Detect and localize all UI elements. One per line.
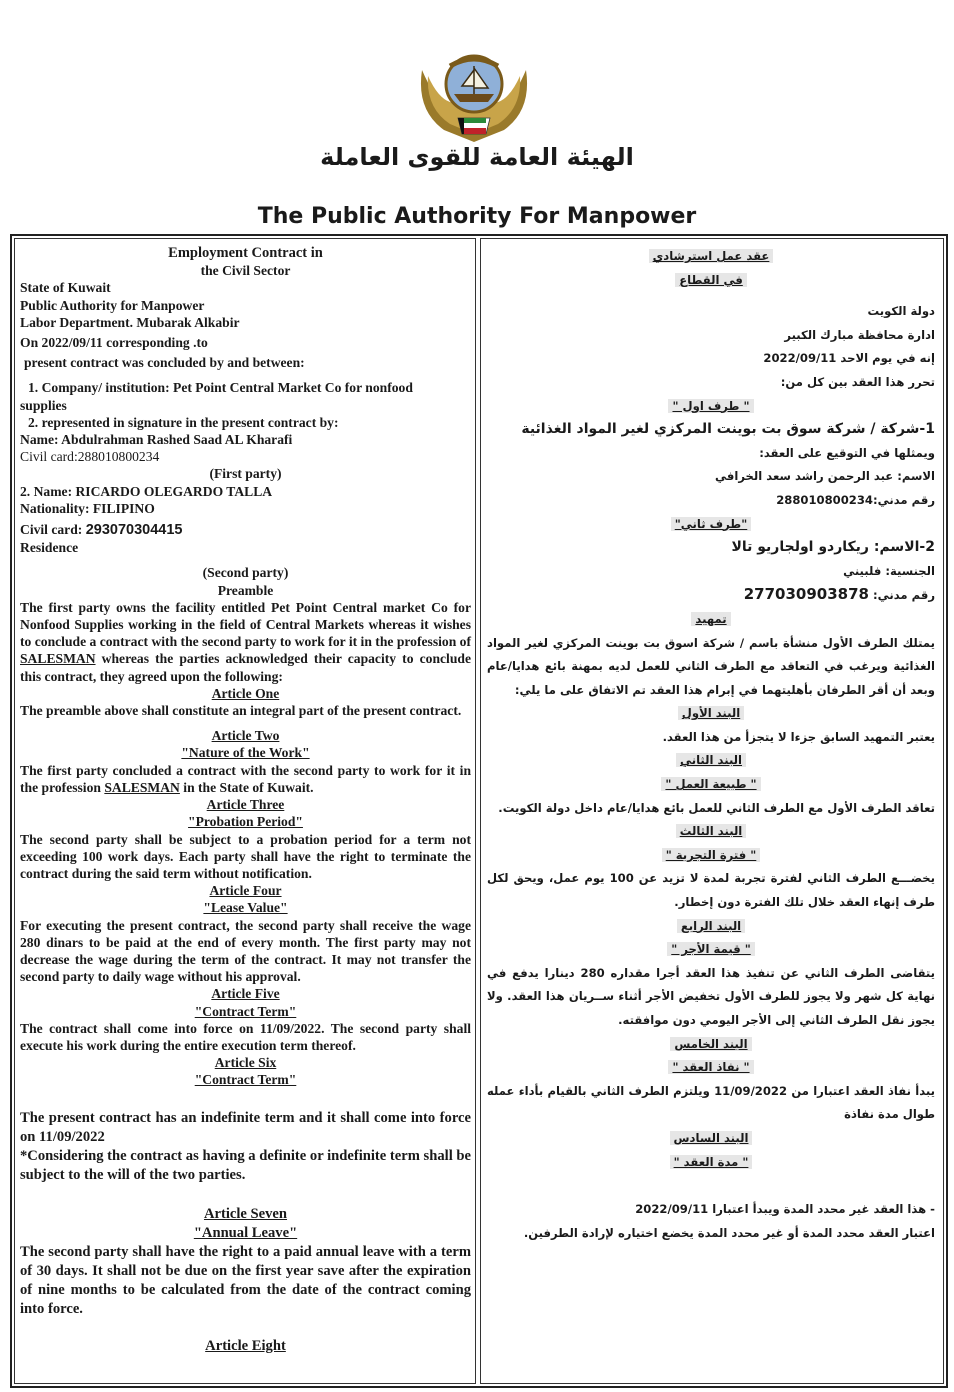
article-six-subtitle: "Contract Term"	[194, 1072, 297, 1088]
concluded-line: present contract was concluded by and between:	[24, 355, 305, 371]
article-seven-subtitle: "Annual Leave"	[193, 1224, 298, 1241]
company-line-cont: supplies	[20, 397, 67, 413]
ar-article-five-subtitle: " نفاذ العقد "	[487, 1056, 935, 1080]
first-party-label: (First party)	[209, 466, 282, 482]
article-one-title: Article One	[211, 685, 280, 701]
ar-company-line: 1-شركة / شركة سوق بت بوينت المركزي لغير المواد الغذائية	[521, 421, 935, 438]
ar-department-line: ادارة محافظة مبارك الكبير	[784, 327, 935, 342]
state-line: State of Kuwait	[20, 280, 111, 296]
on-date-line: On 2022/09/11 corresponding .to	[20, 335, 208, 351]
ar-civil-number: 277030903878	[743, 585, 869, 604]
english-authority-title: The Public Authority For Manpower	[257, 204, 697, 229]
represented-line: 2. represented in signature in the present contract by:	[28, 414, 339, 430]
article-five-title: Article Five	[211, 986, 280, 1002]
ar-article-four-text: يتقاضى الطرف الثاني عن تنفيذ هذا العقد أجرا مقداره 280 دينارا يدفع في نهاية كل شهر ولا يجوز للطرف الأول تخفيض الأجر أثناء ســريان هذا العقد. ولا يجوز نقل الطرف الثاني إلى الأجر اليومي دون موافقته.	[487, 965, 936, 1027]
article-two-text: The first party concluded a contract with the second party to work for it in the profession SALESMAN in the State of Kuwait.	[20, 762, 471, 795]
civil-card-label: Civil card:	[20, 522, 86, 538]
article-eight-title: Article Eight	[205, 1337, 286, 1354]
article-two-title: Article Two	[211, 728, 280, 744]
article-seven-title: Article Seven	[203, 1205, 288, 1222]
article-six-text: The present contract has an indefinite term and it shall come into force on 11/09/2022	[20, 1109, 471, 1145]
ar-first-party-label: " طرف اول "	[487, 395, 935, 419]
preamble-profession: SALESMAN	[20, 651, 96, 667]
article-two-profession: SALESMAN	[104, 779, 180, 795]
ar-preamble-text: يمتلك الطرف الأول منشأة باسم / شركة اسوق بت بوينت المركزي لغير المواد الغذائية ويرغب في التعاقد مع الطرف الثاني للعمل لديه بمهنة بائع هدايا/عام وبعد أن أقر الطرفان بأهليتهما في إبرام هذا العقد تم الاتفاق على ما يلي:	[487, 635, 935, 697]
ar-article-five-text: يبدأ نفاذ العقد اعتبارا من 11/09/2022 ويلتزم الطرف الثاني بالقيام بأداء عمله طوال مدة نفاذة	[487, 1083, 935, 1122]
ar-article-six-subtitle: " مدة العقد "	[487, 1151, 935, 1175]
ar-article-two-text: تعاقد الطرف الأول مع الطرف الثاني للعمل بائع هدايا/عام داخل دولة الكويت.	[498, 800, 935, 815]
ar-rep-civil: رقم مدني:288010800234	[776, 492, 935, 507]
ar-second-party-name: 2-الاسم: ريكاردو اولجاريو تالا	[731, 539, 935, 556]
article-three-text: The second party shall be subject to a probation period for a term not exceeding 100 work days. Each party shall have the right to terminate the contract during the said term without notification.	[20, 831, 471, 881]
ar-article-five-title: البند الخامس	[487, 1033, 935, 1057]
article-four-title: Article Four	[209, 883, 282, 899]
article-one-text: The preamble above shall constitute an integral part of the present contract.	[20, 703, 462, 719]
article-six-title: Article Six	[214, 1055, 277, 1071]
article-three-title: Article Three	[206, 797, 285, 813]
preamble-title: Preamble	[217, 582, 274, 598]
contract-title-line-2: the Civil Sector	[200, 263, 291, 279]
second-party-label: (Second party)	[202, 565, 289, 581]
ar-second-party-label: "طرف ثاني"	[487, 513, 935, 537]
article-two-subtitle: "Nature of the Work"	[181, 745, 310, 761]
representative-name: Name: Abdulrahman Rashed Saad AL Kharafi	[20, 432, 293, 448]
ar-rep-name: الاسم: عبد الرحمن راشد سعد الخرافي	[715, 469, 935, 484]
second-party-name: 2. Name: RICARDO OLEGARDO TALLA	[20, 483, 273, 499]
ar-civil-label: رقم مدني:	[868, 588, 935, 603]
arabic-column	[480, 238, 944, 1384]
ar-article-two-title: البند الثاني	[487, 749, 935, 773]
ar-state-line: دولة الكويت	[867, 304, 935, 319]
article-five-subtitle: "Contract Term"	[194, 1003, 297, 1019]
ar-article-six-note: اعتبار العقد محدد المدة أو غير محدد المدة يخضع اختياره لإرادة الطرفين.	[523, 1225, 935, 1240]
ar-article-three-text: يخضـــع الطرف الثاني لفترة تجربة لمدة لا تزيد عن 100 يوم عمل، ويحق لكل طرف إنهاء العقد خلال تلك الفترة دون إخطار.	[487, 871, 935, 910]
ar-article-one-text: يعتبر التمهيد السابق جزءا لا يتجزأ من هذا العقد.	[662, 729, 935, 744]
nationality-line: Nationality: FILIPINO	[20, 500, 155, 516]
company-line: 1. Company/ institution: Pet Point Central Market Co for nonfood	[28, 380, 413, 396]
article-five-text: The contract shall come into force on 11/09/2022. The second party shall execute his work during the entire execution term thereof.	[20, 1020, 471, 1053]
ar-article-six-text: - هذا العقد غير محدد المدة ويبدأ اعتبارا 2022/09/11	[635, 1202, 935, 1217]
ar-article-one-title: البند الأول	[487, 702, 935, 726]
ar-article-two-subtitle: " طبيعة العمل "	[487, 773, 935, 797]
contract-title-line-1: Employment Contract in	[168, 245, 323, 261]
ar-represented-line: ويمثلها في التوقيع على العقد:	[759, 445, 935, 460]
ar-article-three-title: البند الثالث	[487, 820, 935, 844]
ar-contract-title-2: في القطاع	[487, 269, 935, 293]
representative-civil-card: Civil card:288010800234	[20, 449, 160, 465]
article-three-subtitle: "Probation Period"	[188, 814, 303, 830]
preamble-text: The first party owns the facility entitled Pet Point Central market Co for Nonfood Supplies working in the field of Central Markets whereas it wishes to conclude a contract with the second party to work for it in the profession of SALESMAN whereas the parties acknowledged their capacity to conclude this contract, they agreed upon the following:	[20, 599, 471, 684]
kuwait-emblem-logo	[414, 50, 534, 146]
ar-article-three-subtitle: " فترة التجربة "	[487, 844, 935, 868]
article-six-note: *Considering the contract as having a definite or indefinite term shall be subject to the will of the two parties.	[20, 1147, 471, 1183]
article-seven-text: The second party shall have the right to a paid annual leave with a term of 30 days. It shall not be due on the first year save after the expiration of nine months to be calculated from the date of the contract coming into force.	[20, 1243, 471, 1317]
ar-article-six-title: البند السادس	[487, 1127, 935, 1151]
english-column	[14, 238, 476, 1384]
ar-date-line: إنه في يوم الاحد 2022/09/11	[763, 351, 935, 366]
ar-article-four-subtitle: " قيمة الأجر "	[487, 938, 935, 962]
authority-line: Public Authority for Manpower	[20, 297, 205, 313]
article-four-subtitle: "Lease Value"	[203, 900, 288, 916]
ar-preamble-title: تمهيد	[487, 608, 935, 632]
residence-line: Residence	[20, 540, 79, 556]
ar-contract-title-1: عقد عمل استرشادي	[487, 245, 935, 269]
ar-article-four-title: البند الرابع	[487, 915, 935, 939]
arabic-authority-title: الهيئة العامة للقوى العاملة	[320, 143, 634, 171]
ar-concluded-line: تحرر هذا العقد بين كل من:	[780, 374, 935, 389]
ar-nationality-line: الجنسية: فلبيني	[843, 563, 935, 578]
civil-card-number: 293070304415	[85, 522, 183, 539]
article-four-text: For executing the present contract, the second party shall receive the wage 280 dinars to be paid at the end of every month. The first party may not decrease the wage during the term of the contract. It may not transfer the second party to daily wage without his approval.	[20, 917, 471, 985]
department-line: Labor Department. Mubarak Alkabir	[20, 314, 240, 330]
